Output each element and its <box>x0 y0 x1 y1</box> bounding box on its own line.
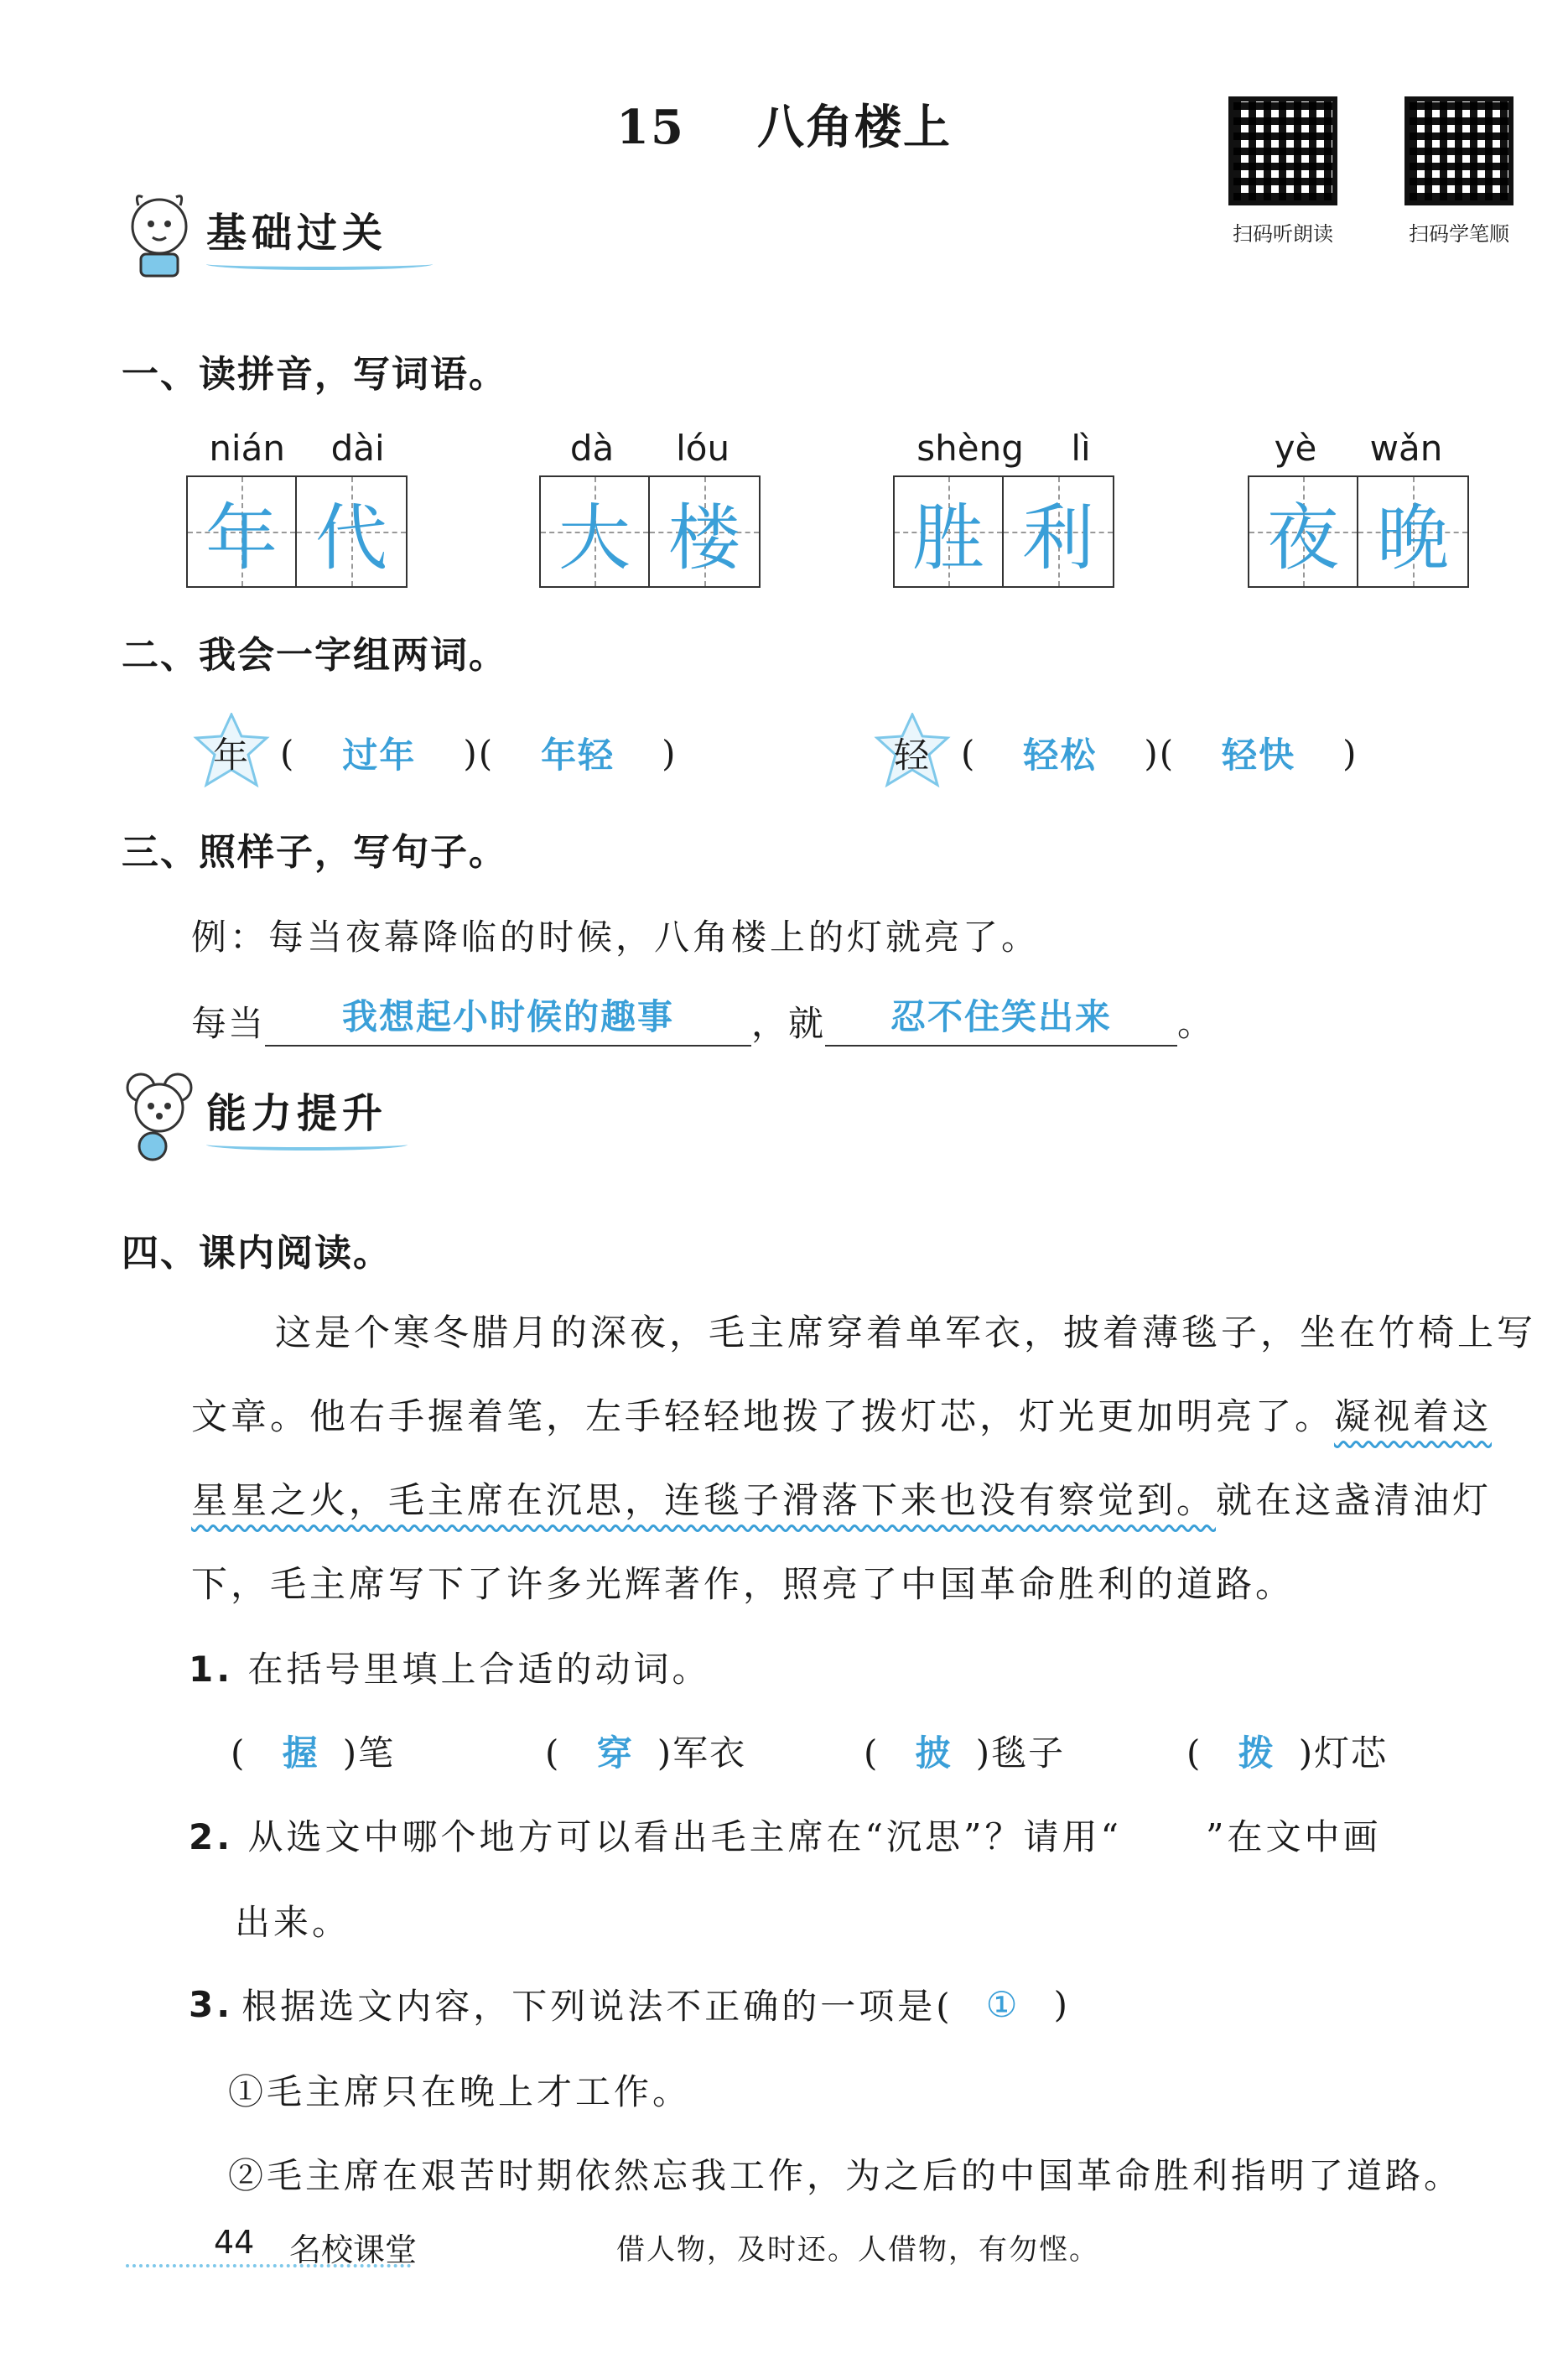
sub-number: 2. <box>189 1816 234 1857</box>
q3-mid: ，就 <box>751 1003 826 1044</box>
star-frame <box>872 713 953 793</box>
q4-sub1 <box>189 1642 711 1692</box>
target-char: 轻 <box>893 735 931 776</box>
passage <box>191 1291 1568 1627</box>
passage-text: 就在这盏清油灯 <box>1216 1480 1492 1522</box>
qr-notes[interactable] <box>1392 96 1526 247</box>
answer-char: 代 <box>315 496 387 580</box>
paren: ) <box>662 732 678 774</box>
answer-char: 利 <box>1022 496 1094 580</box>
footer-brand: 名校课堂 <box>289 2231 418 2268</box>
lesson-title: 八角楼上 <box>756 100 952 155</box>
writing-grid <box>186 475 408 588</box>
passage-line <box>191 1459 1568 1543</box>
pinyin: lóu <box>676 428 730 469</box>
choice-answer[interactable]: ① <box>985 1983 1021 2025</box>
sub-text: 从选文中哪个地方可以看出毛主席在“沉思”？请用“ <box>247 1816 1122 1857</box>
paren: ( <box>961 732 977 774</box>
writing-grid <box>539 475 761 588</box>
q3-heading: 三、照样子，写句子。 <box>122 831 507 874</box>
q3-answer-row <box>191 990 1214 1047</box>
verb-item: ( 披 )毯子 <box>864 1726 1186 1776</box>
target-char: 年 <box>212 735 250 776</box>
answer-blank-2[interactable]: 忍不住笑出来 <box>825 990 1177 1047</box>
passage-line: 这是个寒冬腊月的深夜，毛主席穿着单军衣，披着薄毯子，坐在竹椅上写 <box>275 1312 1536 1354</box>
qr-listen[interactable] <box>1216 96 1350 247</box>
verb-item: ( 穿 )军衣 <box>545 1726 864 1776</box>
goat-mascot-icon <box>117 189 201 281</box>
verb-object: 笔 <box>358 1732 396 1774</box>
grid-cell[interactable] <box>1004 477 1113 586</box>
qr-listen-label: 扫码听朗读 <box>1233 222 1333 246</box>
passage-line <box>191 1375 1568 1459</box>
wavy-underline-text: 星星之火，毛主席在沉思，连毯子滑落下来也没有察觉到。 <box>191 1480 1216 1522</box>
grid-cell[interactable] <box>541 477 650 586</box>
verb-object: 毯子 <box>991 1732 1066 1774</box>
q4-heading: 四、课内阅读。 <box>122 1232 392 1275</box>
q4-sub2 <box>189 1810 1568 1860</box>
grid-cell[interactable] <box>1358 477 1467 586</box>
sub-text: 根据选文内容，下列说法不正确的一项是( <box>241 1986 953 2027</box>
answer-blank-1[interactable]: 我想起小时候的趣事 <box>265 990 751 1047</box>
pinyin: nián <box>209 428 285 469</box>
q1-item <box>1248 428 1469 588</box>
verb-answer[interactable]: 穿 <box>596 1732 634 1774</box>
verb-answer[interactable]: 披 <box>915 1732 953 1774</box>
answer-char: 年 <box>205 496 278 580</box>
sub-number: 1. <box>189 1649 234 1690</box>
paren: ) <box>1053 1983 1071 2025</box>
sub-number: 3. <box>189 1983 234 2025</box>
verb-item: ( 拨 )灯芯 <box>1186 1726 1388 1776</box>
answer-char: 楼 <box>668 496 740 580</box>
pinyin: lì <box>1071 428 1091 469</box>
option-1: ①毛主席只在晚上才工作。 <box>228 2071 692 2112</box>
q4-sub3 <box>189 1979 1071 2029</box>
pinyin-row <box>186 428 408 469</box>
pinyin: yè <box>1274 428 1317 469</box>
verb-object: 灯芯 <box>1314 1732 1389 1774</box>
passage-line: 下，毛主席写下了许多光辉著作，照亮了中国革命胜利的道路。 <box>191 1564 1295 1606</box>
passage-text: 文章。他右手握着笔，左手轻轻地拨了拨灯芯，灯光更加明亮了。 <box>191 1396 1334 1438</box>
answer-word[interactable]: 年轻 <box>541 735 615 776</box>
q3-prefix: 每当 <box>191 1003 266 1044</box>
star-frame <box>191 713 272 793</box>
pinyin-row <box>1248 428 1469 469</box>
grid-cell[interactable] <box>650 477 759 586</box>
verb-answer[interactable]: 拨 <box>1238 1732 1275 1774</box>
decorative-wave <box>206 1139 408 1151</box>
writing-grid <box>1248 475 1469 588</box>
paren: )( <box>463 732 495 774</box>
pinyin: shèng <box>916 428 1024 469</box>
q3-example: 例：每当夜幕降临的时候，八角楼上的灯就亮了。 <box>191 917 1041 958</box>
q2-group-1 <box>191 713 678 793</box>
decorative-wave <box>206 258 433 270</box>
wavy-underline-text: 凝视着这 <box>1334 1396 1492 1438</box>
pinyin-row <box>539 428 761 469</box>
paren: ) <box>1342 732 1358 774</box>
q2-heading: 二、我会一字组两词。 <box>122 634 507 677</box>
answer-char: 胜 <box>912 496 984 580</box>
section-title: 基础过关 <box>206 209 388 257</box>
answer-word[interactable]: 轻快 <box>1222 735 1296 776</box>
paren: ( <box>280 732 296 774</box>
verb-item: ( 握 )笔 <box>231 1726 545 1776</box>
wavy-line-icon <box>1122 1816 1206 1857</box>
q4-sub2-cont: 出来。 <box>235 1902 351 1943</box>
answer-char: 大 <box>558 496 631 580</box>
qr-code-icon[interactable] <box>1404 96 1513 205</box>
grid-cell[interactable] <box>297 477 406 586</box>
answer-word[interactable]: 过年 <box>342 735 417 776</box>
q3-end: 。 <box>1177 1003 1215 1044</box>
pinyin: dài <box>330 428 385 469</box>
verb-answer[interactable]: 握 <box>282 1732 319 1774</box>
mouse-mascot-icon <box>117 1069 201 1161</box>
grid-cell[interactable] <box>895 477 1004 586</box>
pinyin-row <box>893 428 1114 469</box>
lesson-number: 15 <box>616 100 685 155</box>
q1-item <box>539 428 761 588</box>
sub-text: 在括号里填上合适的动词。 <box>247 1649 711 1690</box>
paren: )( <box>1144 732 1176 774</box>
grid-cell[interactable] <box>1249 477 1358 586</box>
q1-item <box>186 428 408 588</box>
footer-motto: 借人物，及时还。人借物，有勿悭。 <box>616 2233 1099 2267</box>
section-title: 能力提升 <box>206 1089 388 1137</box>
q1-heading: 一、读拼音，写词语。 <box>122 353 507 396</box>
answer-word[interactable]: 轻松 <box>1023 735 1098 776</box>
q2-group-2 <box>872 713 1358 793</box>
answer-char: 夜 <box>1267 496 1339 580</box>
grid-cell[interactable] <box>188 477 297 586</box>
q1-item <box>893 428 1114 588</box>
option-2: ②毛主席在艰苦时期依然忘我工作，为之后的中国革命胜利指明了道路。 <box>228 2155 1463 2196</box>
sub-text: ”在文中画 <box>1205 1816 1382 1857</box>
qr-code-icon[interactable] <box>1228 96 1337 205</box>
page-number: 44 <box>214 2224 255 2261</box>
writing-grid <box>893 475 1114 588</box>
verb-object: 军衣 <box>672 1732 747 1774</box>
qr-notes-label: 扫码学笔顺 <box>1409 222 1509 246</box>
pinyin: wǎn <box>1369 428 1443 469</box>
section-badge-ability <box>117 1069 408 1161</box>
pinyin: dà <box>569 428 615 469</box>
section-badge-basic <box>117 189 433 281</box>
q4-sub1-answers <box>231 1726 1388 1776</box>
answer-char: 晚 <box>1377 496 1449 580</box>
